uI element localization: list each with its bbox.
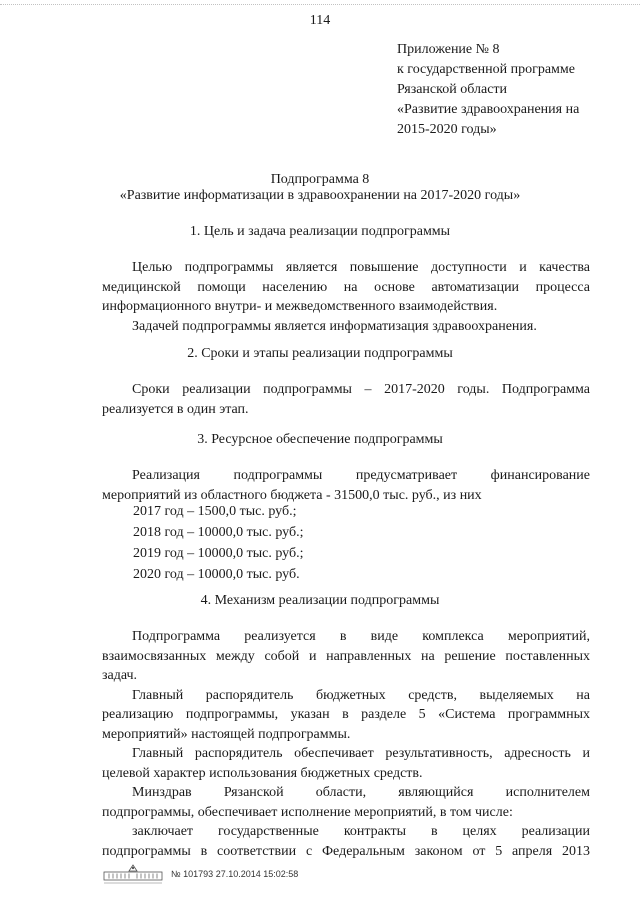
funding-year-item: 2020 год – 10000,0 тыс. руб.: [133, 567, 300, 582]
paragraph-line: медицинской помощи населению на основе автоматизации процесса: [102, 279, 590, 295]
page-number: 114: [309, 13, 331, 28]
paragraph-line: подпрограммы, обеспечивает исполнение мероприятий, в том числе:: [102, 804, 513, 820]
paragraph-line: Главный распорядитель обеспечивает результативность, адресность и: [132, 746, 590, 761]
paragraph-line: Главный распорядитель бюджетных средств, выделяемых на: [132, 687, 590, 703]
section-heading: 3. Ресурсное обеспечение подпрограммы: [197, 432, 443, 447]
paragraph-line: взаимосвязанных между собой и направленных на решение поставленных: [102, 648, 590, 664]
paragraph-line: Минздрав Рязанской области, являющийся исполнителем: [132, 785, 590, 800]
section-heading: 4. Механизм реализации подпрограммы: [200, 593, 440, 608]
paragraph-line: мероприятий» настоящей подпрограммы.: [102, 726, 351, 742]
paragraph-line: подпрограммы в соответствии с Федеральным законом от 5 апреля 2013: [102, 843, 590, 859]
paragraph-line: Целью подпрограммы является повышение доступности и качества: [132, 260, 590, 275]
appendix-line: «Развитие здравоохранения на: [397, 102, 580, 117]
document-registration: № 101793 27.10.2014 15:02:58: [171, 869, 299, 879]
section-heading: 1. Цель и задача реализации подпрограммы: [189, 224, 451, 239]
appendix-line: к государственной программе: [397, 62, 575, 77]
appendix-line: 2015-2020 годы»: [397, 122, 497, 137]
scan-edge-line: [0, 4, 640, 9]
paragraph-line: реализацию подпрограммы, указан в разделе 5 «Система программных: [102, 707, 590, 722]
funding-year-item: 2017 год – 1500,0 тыс. руб.;: [133, 504, 297, 519]
paragraph-line: информационного внутри- и межведомственного взаимодействия.: [102, 299, 498, 314]
paragraph-line: Сроки реализации подпрограммы – 2017-2020 годы. Подпрограмма: [132, 382, 590, 397]
paragraph-line: Подпрограмма реализуется в виде комплекса мероприятий,: [132, 629, 590, 644]
paragraph: [102, 258, 590, 336]
paragraph-line: целевой характер использования бюджетных средств.: [102, 765, 423, 781]
paragraph: [102, 627, 590, 861]
paragraph: [102, 380, 590, 419]
paragraph-line: мероприятий из областного бюджета - 31500,0 тыс. руб., из них: [102, 487, 482, 503]
registry-stamp-icon: [103, 863, 163, 885]
appendix-line: Приложение № 8: [397, 42, 500, 57]
section-heading: 2. Сроки и этапы реализации подпрограммы: [187, 346, 453, 361]
paragraph-line: задач.: [102, 668, 138, 683]
subprogram-title: Подпрограмма 8: [270, 172, 370, 187]
paragraph-line: реализуется в один этап.: [102, 401, 249, 417]
paragraph-line: заключает государственные контракты в целях реализации: [132, 824, 590, 839]
document-footer: [103, 863, 298, 885]
subprogram-subtitle: «Развитие информатизации в здравоохранении на 2017-2020 годы»: [119, 188, 521, 203]
funding-year-item: 2019 год – 10000,0 тыс. руб.;: [133, 546, 304, 561]
appendix-header: [397, 40, 579, 140]
paragraph-line: Реализация подпрограммы предусматривает финансирование: [132, 468, 590, 483]
paragraph: [102, 466, 590, 505]
funding-year-item: 2018 год – 10000,0 тыс. руб.;: [133, 525, 304, 540]
appendix-line: Рязанской области: [397, 82, 508, 97]
funding-year-list: [133, 501, 304, 585]
paragraph-line: Задачей подпрограммы является информатизация здравоохранения.: [132, 318, 537, 334]
